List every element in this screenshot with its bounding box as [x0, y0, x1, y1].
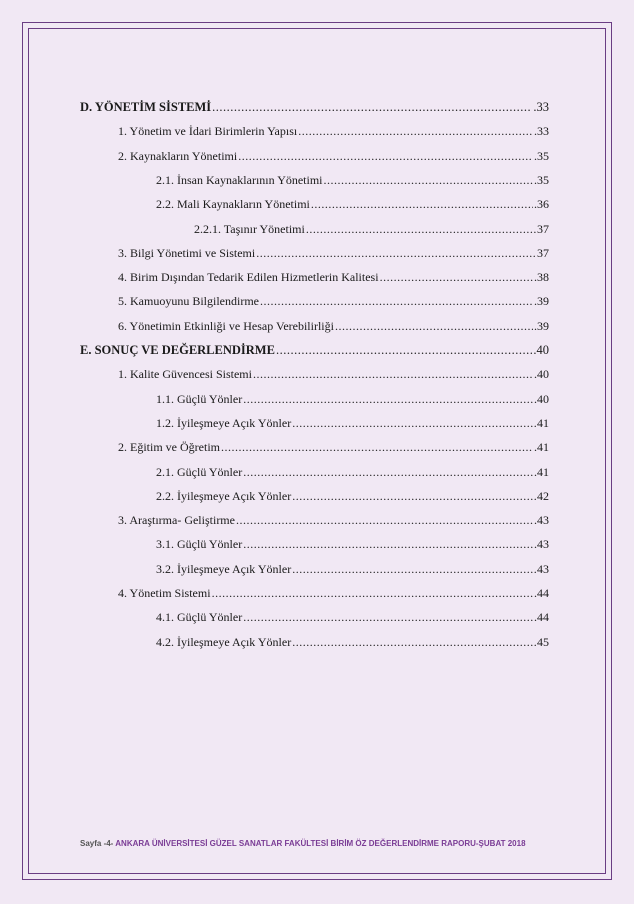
toc-entry-title: 2.2. İyileşmeye Açık Yönler — [156, 489, 292, 503]
toc-leader-dots — [292, 415, 536, 431]
toc-entry-page: 37 — [537, 246, 549, 260]
toc-leader-dots — [324, 172, 533, 188]
toc-entry — [118, 512, 549, 528]
toc-entry — [118, 293, 549, 309]
toc-entry-title: 3. Araştırma- Geliştirme — [118, 513, 235, 527]
toc-entry — [118, 123, 549, 139]
toc-entry — [118, 269, 549, 285]
toc-leader-dots — [243, 609, 533, 625]
toc-entry — [118, 366, 549, 382]
toc-leader-dots — [335, 318, 533, 334]
toc-leader-dots — [221, 439, 533, 455]
toc-entry-page: .38 — [534, 270, 549, 284]
toc-entry-page: .39 — [534, 294, 549, 308]
toc-entry-title: 4.2. İyileşmeye Açık Yönler — [156, 635, 292, 649]
toc-leader-dots — [243, 536, 533, 552]
toc-entry — [156, 609, 549, 625]
toc-entry — [156, 415, 549, 431]
toc-leader-dots — [380, 269, 533, 285]
toc-entry-title: 3.2. İyileşmeye Açık Yönler — [156, 562, 292, 576]
toc-entry — [118, 585, 549, 601]
toc-entry-title: 1.1. Güçlü Yönler — [156, 392, 243, 406]
page-footer — [80, 839, 526, 848]
toc-entry — [156, 561, 549, 577]
toc-entry-title: 1. Yönetim ve İdari Birimlerin Yapısı — [118, 124, 298, 138]
toc-entry-title: 6. Yönetimin Etkinliği ve Hesap Verebilirliği — [118, 319, 334, 333]
toc-entry — [156, 172, 549, 188]
toc-leader-dots — [212, 99, 532, 115]
toc-leader-dots — [298, 123, 533, 139]
toc-entry-page: .39 — [534, 319, 549, 333]
toc-entry-page: .43 — [534, 537, 549, 551]
toc-entry — [156, 536, 549, 552]
toc-entry — [156, 391, 549, 407]
toc-entry-page: 41 — [537, 416, 549, 430]
toc-entry-page: .35 — [534, 149, 549, 163]
toc-entry — [118, 245, 549, 261]
toc-entry-page: 45 — [537, 635, 549, 649]
toc-entry-page: .36 — [534, 197, 549, 211]
toc-entry-title: 1. Kalite Güvencesi Sistemi — [118, 367, 252, 381]
toc-leader-dots — [306, 221, 536, 237]
toc-leader-dots — [311, 196, 533, 212]
toc-entry-title: 3.1. Güçlü Yönler — [156, 537, 243, 551]
toc-leader-dots — [292, 561, 536, 577]
toc-leader-dots — [243, 464, 533, 480]
toc-leader-dots — [236, 512, 533, 528]
toc-entry-page: 42 — [537, 489, 549, 503]
toc-entry-page: .41 — [534, 465, 549, 479]
toc-entry-page: 43 — [537, 562, 549, 576]
toc-leader-dots — [260, 293, 533, 309]
toc-leader-dots — [276, 342, 532, 358]
toc-entry — [156, 196, 549, 212]
toc-entry-title: 4. Yönetim Sistemi — [118, 586, 211, 600]
toc-leader-dots — [243, 391, 533, 407]
footer-page-number: Sayfa -4- — [80, 839, 116, 848]
toc-entry-page: .35 — [534, 173, 549, 187]
toc-section-heading — [80, 342, 549, 358]
toc-leader-dots — [292, 488, 536, 504]
toc-entry-page: .44 — [534, 586, 549, 600]
toc-leader-dots — [238, 148, 533, 164]
toc-entry-page: .44 — [534, 610, 549, 624]
toc-entry — [156, 464, 549, 480]
toc-entry — [118, 439, 549, 455]
toc-entry-title: E. SONUÇ VE DEĞERLENDİRME — [80, 343, 275, 357]
toc-leader-dots — [256, 245, 536, 261]
toc-entry-page: .40 — [533, 343, 549, 357]
toc-entry-title: 4. Birim Dışından Tedarik Edilen Hizmetlerin Kalitesi — [118, 270, 379, 284]
toc-entry — [156, 488, 549, 504]
toc-leader-dots — [292, 634, 536, 650]
toc-leader-dots — [253, 366, 533, 382]
toc-entry-page: .40 — [534, 392, 549, 406]
toc-entry-title: 2.2.1. Taşınır Yönetimi — [194, 222, 305, 236]
toc-entry-title: 2.1. Güçlü Yönler — [156, 465, 243, 479]
toc-entry-page: .41 — [534, 440, 549, 454]
toc-entry — [156, 634, 549, 650]
footer-report-title: ANKARA ÜNİVERSİTESİ GÜZEL SANATLAR FAKÜLTESİ BİRİM ÖZ DEĞERLENDİRME RAPORU-ŞUBAT 2018 — [115, 839, 526, 848]
toc-entry-page: .33 — [533, 100, 549, 114]
toc-entry-title: 5. Kamuoyunu Bilgilendirme — [118, 294, 259, 308]
toc-entry-title: D. YÖNETİM SİSTEMİ — [80, 100, 212, 114]
toc-entry — [118, 318, 549, 334]
toc-entry-page: .33 — [534, 124, 549, 138]
toc-entry-title: 2. Eğitim ve Öğretim — [118, 440, 220, 454]
toc-entry-title: 3. Bilgi Yönetimi ve Sistemi — [118, 246, 256, 260]
toc-entry-page: .40 — [534, 367, 549, 381]
toc-entry-title: 4.1. Güçlü Yönler — [156, 610, 243, 624]
toc-entry-title: 2.1. İnsan Kaynaklarının Yönetimi — [156, 173, 323, 187]
toc-entry-page: .43 — [534, 513, 549, 527]
toc-entry — [118, 148, 549, 164]
toc-entry-page: 37 — [537, 222, 549, 236]
toc-leader-dots — [212, 585, 533, 601]
toc-entry-title: 2.2. Mali Kaynakların Yönetimi — [156, 197, 310, 211]
toc-section-heading — [80, 99, 549, 115]
toc-entry — [194, 221, 549, 237]
toc-entry-title: 2. Kaynakların Yönetimi — [118, 149, 238, 163]
toc-entry-title: 1.2. İyileşmeye Açık Yönler — [156, 416, 292, 430]
